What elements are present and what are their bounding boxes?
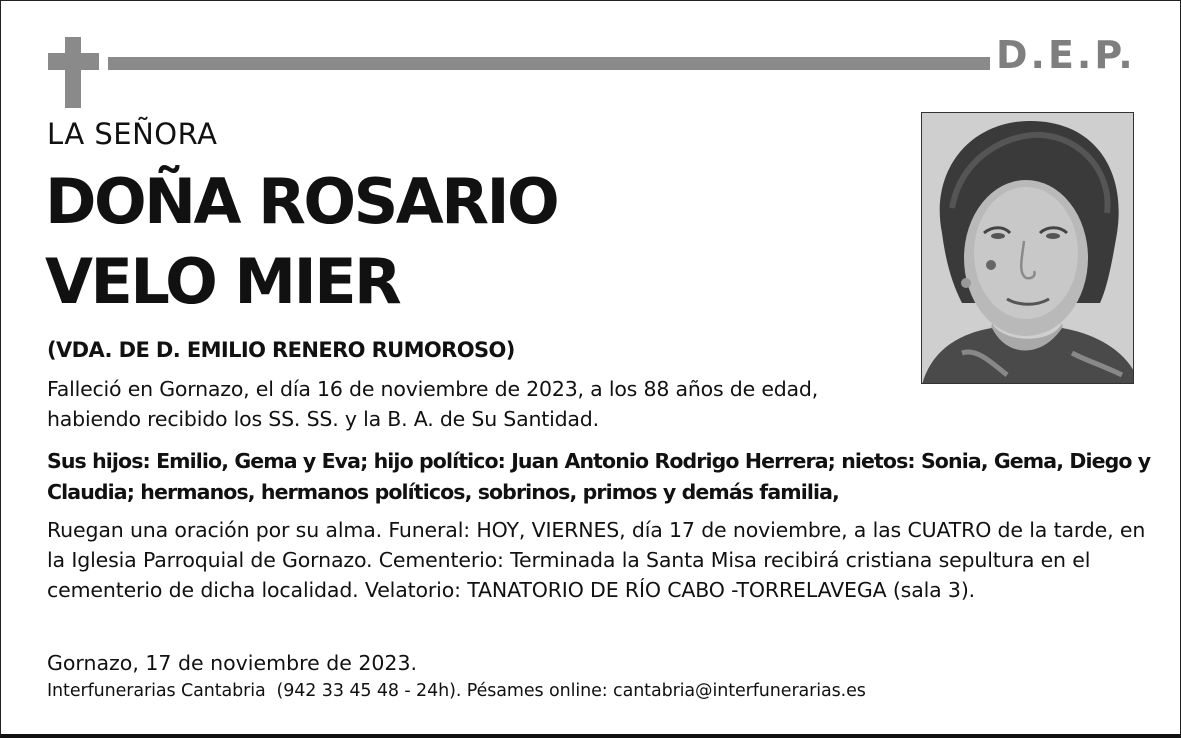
death-paragraph: Falleció en Gornazo, el día 16 de noviembre de 2023, a los 88 años de edad, habiendo recibido los SS. SS. y la B. A. de Su Santidad. xyxy=(47,377,819,431)
deceased-name-line2: VELO MIER xyxy=(45,245,400,318)
header-rule xyxy=(108,57,990,70)
deceased-name-line1: DOÑA ROSARIO xyxy=(45,165,558,238)
portrait-illustration xyxy=(922,113,1134,384)
title-prefix: LA SEÑORA xyxy=(47,117,218,151)
dep-label: D.E.P. xyxy=(996,33,1136,77)
deceased-portrait xyxy=(921,112,1134,384)
widow-note: (VDA. DE D. EMILIO RENERO RUMOROSO) xyxy=(47,338,515,362)
service-paragraph: Ruegan una oración por su alma. Funeral: HOY, VIERNES, día 17 de noviembre, a las CUATRO de la tarde, en la Iglesia Parroquial de Gornazo. Cementerio: Terminada la Santa Misa recibirá cristiana sepultura en el cementerio de dicha localidad. Velatorio: TANATORIO DE RÍO CABO -TORRELAVEGA (sala 3). xyxy=(47,518,1146,602)
cross-horizontal-bar xyxy=(48,53,99,70)
funeral-home-line: Interfunerarias Cantabria (942 33 45 48 - 24h). Pésames online: cantabria@interfunerarias.es xyxy=(47,681,866,701)
place-date: Gornazo, 17 de noviembre de 2023. xyxy=(47,651,418,675)
cross-vertical-bar xyxy=(65,37,81,108)
family-paragraph: Sus hijos: Emilio, Gema y Eva; hijo político: Juan Antonio Rodrigo Herrera; nietos: Sonia, Gema, Diego y Claudia; hermanos, hermanos políticos, sobrinos, primos y demás familia, xyxy=(47,449,1151,504)
